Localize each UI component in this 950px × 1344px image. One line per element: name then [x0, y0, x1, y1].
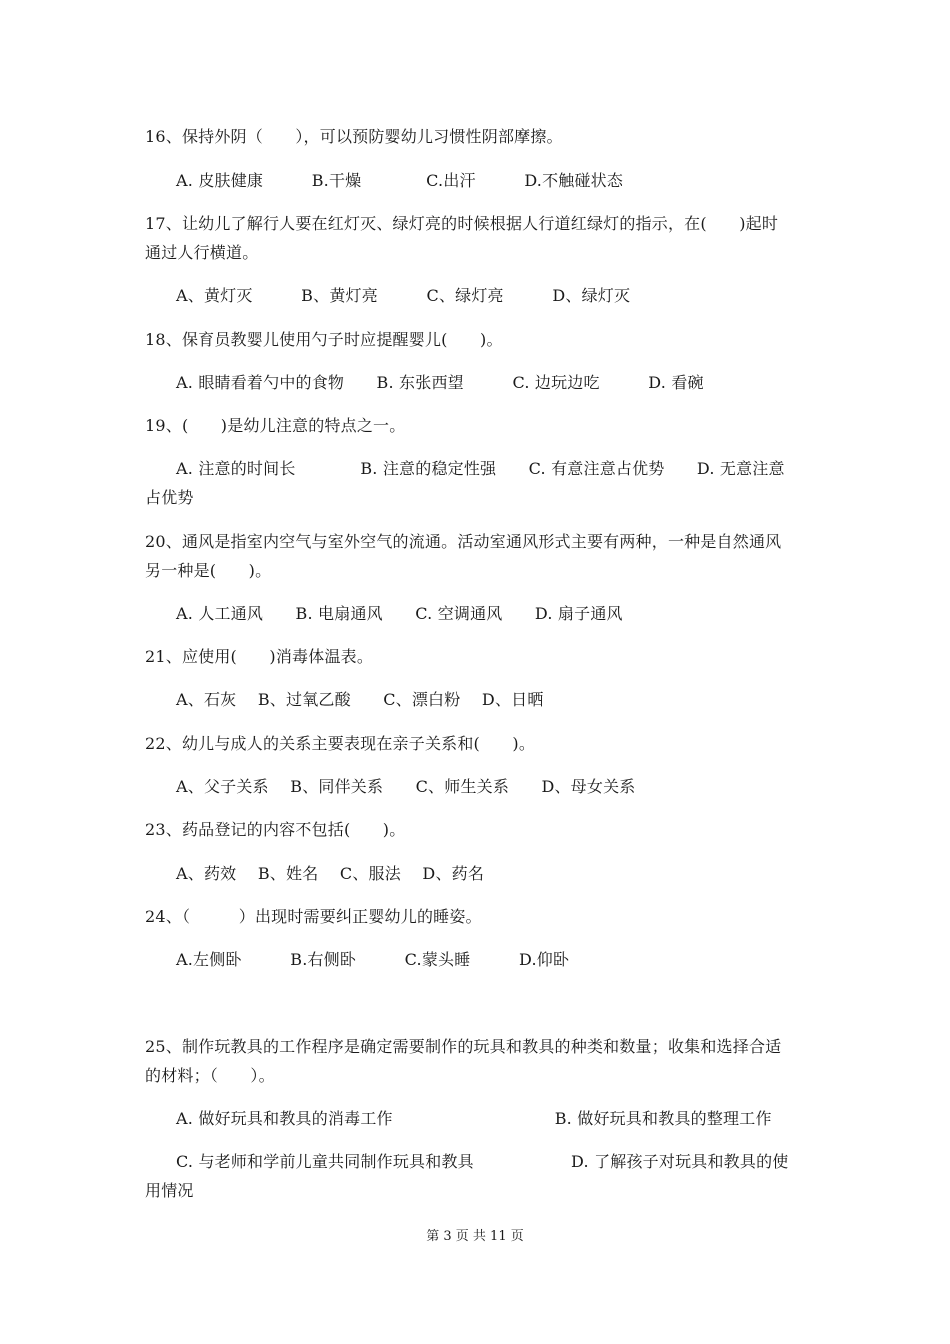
question-22-options: A、父子关系 B、同伴关系 C、师生关系 D、母女关系 [176, 777, 636, 796]
question-17-cont: 通过人行横道。 [145, 243, 259, 262]
question-21-options: A、石灰 B、过氧乙酸 C、漂白粉 D、日晒 [176, 690, 544, 709]
page-footer: 第 3 页 共 11 页 [426, 1229, 524, 1244]
question-22: 22、幼儿与成人的关系主要表现在亲子关系和( )。 [145, 734, 536, 753]
question-19: 19、( )是幼儿注意的特点之一。 [145, 416, 406, 435]
question-24: 24、（ ）出现时需要纠正婴幼儿的睡姿。 [145, 907, 482, 926]
question-20: 20、通风是指室内空气与室外空气的流通。活动室通风形式主要有两种，一种是自然通风 [145, 532, 782, 551]
question-16-options: A. 皮肤健康 B.干燥 C.出汗 D.不触碰状态 [176, 171, 624, 190]
question-25-cont: 的材料；（ ）。 [145, 1066, 275, 1085]
question-25-options-cont: 用情况 [145, 1181, 194, 1200]
question-20-cont: 另一种是( )。 [145, 561, 272, 580]
question-18-options: A. 眼睛看着勺中的食物 B. 东张西望 C. 边玩边吃 D. 看碗 [176, 373, 704, 392]
question-23: 23、药品登记的内容不包括( )。 [145, 820, 406, 839]
question-17-options: A、黄灯灭 B、黄灯亮 C、绿灯亮 D、绿灯灭 [176, 286, 631, 305]
question-18: 18、保育员教婴儿使用勺子时应提醒婴儿( )。 [145, 330, 503, 349]
question-19-options-cont: 占优势 [145, 488, 194, 507]
question-25-options-ab: A. 做好玩具和教具的消毒工作 B. 做好玩具和教具的整理工作 [176, 1109, 772, 1128]
question-20-options: A. 人工通风 B. 电扇通风 C. 空调通风 D. 扇子通风 [176, 604, 623, 623]
question-23-options: A、药效 B、姓名 C、服法 D、药名 [176, 864, 485, 883]
question-19-options: A. 注意的时间长 B. 注意的稳定性强 C. 有意注意占优势 D. 无意注意 [176, 459, 785, 478]
question-25: 25、制作玩教具的工作程序是确定需要制作的玩具和教具的种类和数量；收集和选择合适 [145, 1037, 782, 1056]
question-24-options: A.左侧卧 B.右侧卧 C.蒙头睡 D.仰卧 [176, 950, 570, 969]
question-21: 21、应使用( )消毒体温表。 [145, 647, 374, 666]
question-16: 16、保持外阴（ ），可以预防婴幼儿习惯性阴部摩擦。 [145, 127, 563, 146]
question-17: 17、让幼儿了解行人要在红灯灭、绿灯亮的时候根据人行道红绿灯的指示，在( )起时 [145, 214, 779, 233]
question-25-options-cd: C. 与老师和学前儿童共同制作玩具和教具 D. 了解孩子对玩具和教具的使 [176, 1152, 789, 1171]
